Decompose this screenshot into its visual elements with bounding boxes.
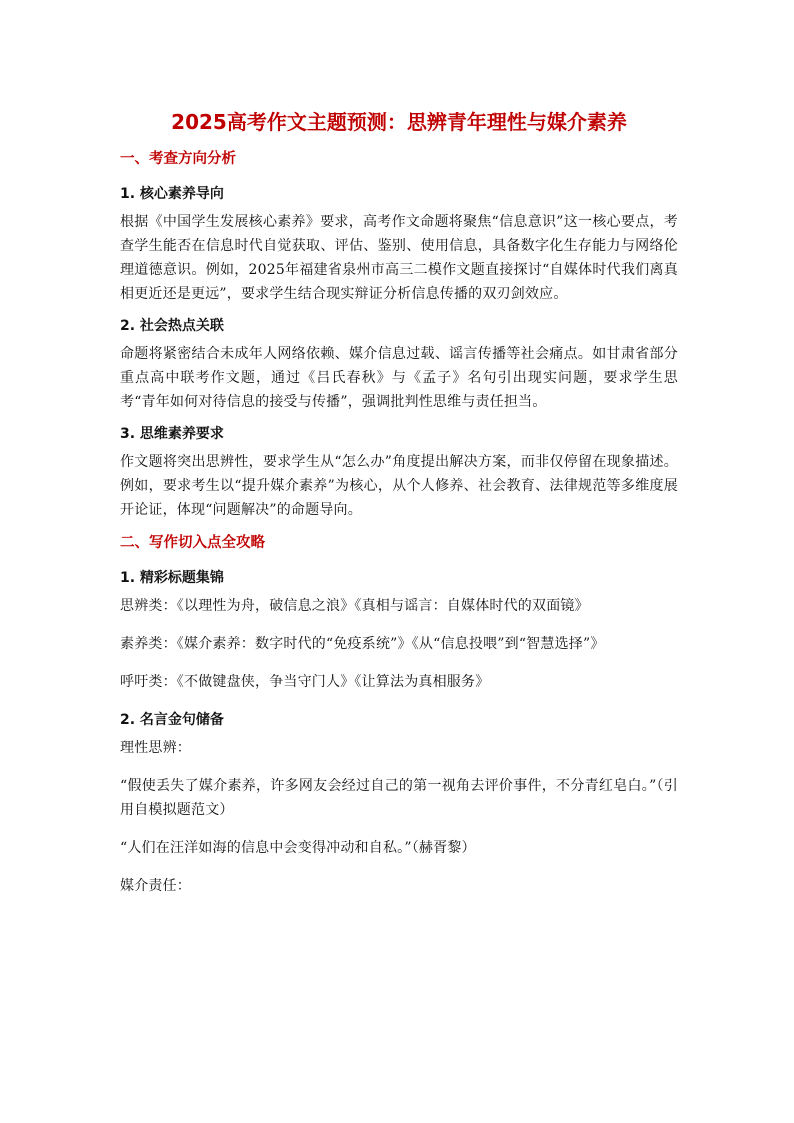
quote-category-responsibility: 媒介责任： — [120, 878, 191, 894]
subheading-thinking-literacy: 3. 思维素养要求 — [120, 426, 224, 442]
subheading-core-literacy: 1. 核心素养导向 — [120, 186, 224, 202]
section-heading-analysis: 一、考查方向分析 — [120, 151, 236, 167]
paragraph-thinking-literacy: 作文题将突出思辨性，要求学生从“怎么办”角度提出解决方案，而非仅停留在现象描述。例如，要求考生以“提升媒介素养”为核心，从个人修养、社会教育、法律规范等多维度展开论证，体现“问题解决”的命题导向。 — [120, 454, 678, 518]
title-line-appeal: 呼吁类：《不做键盘侠，争当守门人》《让算法为真相服务》 — [120, 674, 490, 690]
quote-line-huxley: “人们在汪洋如海的信息中会变得冲动和自私。”（赫胥黎） — [120, 840, 476, 856]
quote-category-reasoning: 理性思辨： — [120, 740, 191, 756]
section-heading-writing-strategy: 二、写作切入点全攻略 — [120, 535, 265, 551]
paragraph-social-hotspots: 命题将紧密结合未成年人网络依赖、媒介信息过载、谣言传播等社会痛点。如甘肃省部分重点高中联考作文题，通过《吕氏春秋》与《孟子》名句引出现实问题，要求学生思考“青年如何对待信息的接受与传播”，强调批判性思维与责任担当。 — [120, 346, 678, 410]
paragraph-core-literacy: 根据《中国学生发展核心素养》要求，高考作文命题将聚焦“信息意识”这一核心要点，考查学生能否在信息时代自觉获取、评估、鉴别、使用信息，具备数字化生存能力与网络伦理道德意识。例如，2025年福建省泉州市高三二模作文题直接探讨“自媒体时代我们离真相更近还是更远”，要求学生结合现实辩证分析信息传播的双刃剑效应。 — [120, 214, 678, 302]
document-title: 2025高考作文主题预测：思辨青年理性与媒介素养 — [171, 110, 627, 134]
title-line-reasoning: 思辨类：《以理性为舟，破信息之浪》《真相与谣言：自媒体时代的双面镜》 — [120, 598, 589, 614]
quote-line-media-literacy: “假使丢失了媒介素养，许多网友会经过自己的第一视角去评价事件，不分青红皂白。”（引用自模拟题范文） — [120, 778, 678, 818]
subheading-quotes: 2. 名言金句储备 — [120, 712, 224, 728]
title-line-literacy: 素养类：《媒介素养：数字时代的“免疫系统”》《从“信息投喂”到“智慧选择”》 — [120, 636, 605, 652]
subheading-social-hotspots: 2. 社会热点关联 — [120, 318, 224, 334]
subheading-titles: 1. 精彩标题集锦 — [120, 570, 224, 586]
